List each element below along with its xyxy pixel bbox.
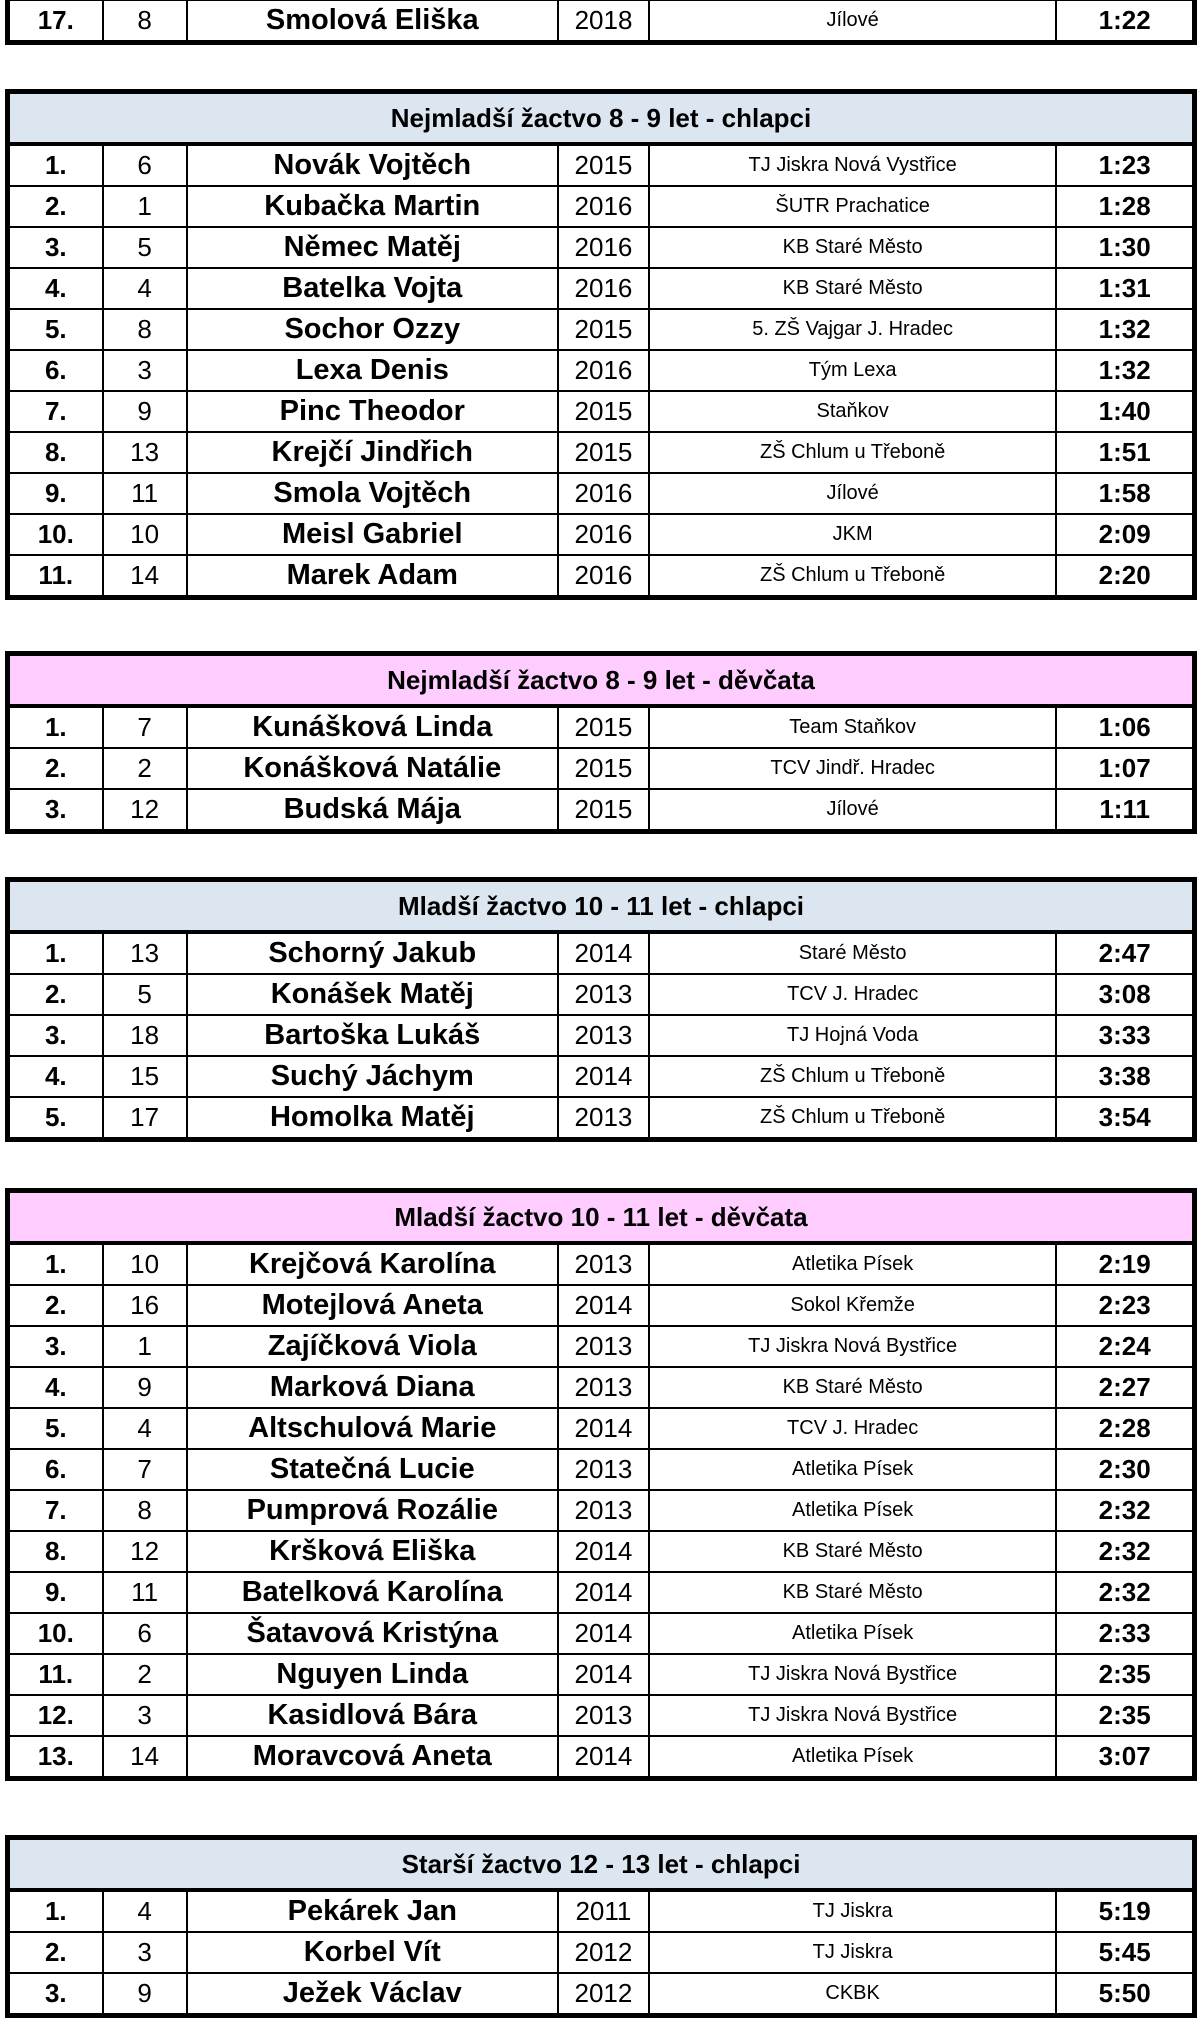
birth-year-cell: 2016 xyxy=(558,186,649,227)
birth-year-cell: 2016 xyxy=(558,350,649,391)
rank-cell: 1. xyxy=(8,144,103,186)
birth-year-cell: 2015 xyxy=(558,748,649,789)
birth-year-cell: 2014 xyxy=(558,1531,649,1572)
rank-cell: 7. xyxy=(8,391,103,432)
table-row xyxy=(8,144,1195,186)
club-cell: Jílové xyxy=(649,473,1056,514)
finish-time-cell: 1:31 xyxy=(1056,268,1194,309)
rank-cell: 13. xyxy=(8,1736,103,1779)
club-cell: KB Staré Město xyxy=(649,1572,1056,1613)
bib-number-cell: 1 xyxy=(103,186,187,227)
club-cell: ŠUTR Prachatice xyxy=(649,186,1056,227)
birth-year-cell: 2011 xyxy=(558,1890,649,1932)
bib-number-cell: 2 xyxy=(103,1654,187,1695)
finish-time-cell: 2:32 xyxy=(1056,1531,1194,1572)
club-cell: Atletika Písek xyxy=(649,1736,1056,1779)
bib-number-cell: 8 xyxy=(103,309,187,350)
club-cell: KB Staré Město xyxy=(649,227,1056,268)
bib-number-cell: 9 xyxy=(103,391,187,432)
finish-time-cell: 2:32 xyxy=(1056,1572,1194,1613)
club-cell: Atletika Písek xyxy=(649,1613,1056,1654)
bib-number-cell: 5 xyxy=(103,227,187,268)
category-header: Mladší žactvo 10 - 11 let - děvčata xyxy=(8,1191,1195,1244)
bib-number-cell: 7 xyxy=(103,1449,187,1490)
birth-year-cell: 2016 xyxy=(558,514,649,555)
table-row xyxy=(8,1613,1195,1654)
birth-year-cell: 2016 xyxy=(558,268,649,309)
results-table xyxy=(5,0,1197,45)
birth-year-cell: 2015 xyxy=(558,789,649,832)
club-cell: ZŠ Chlum u Třeboně xyxy=(649,1097,1056,1140)
athlete-name-cell: Korbel Vít xyxy=(187,1932,558,1973)
rank-cell: 8. xyxy=(8,432,103,473)
athlete-name-cell: Konášek Matěj xyxy=(187,974,558,1015)
rank-cell: 1. xyxy=(8,1890,103,1932)
club-cell: TJ Jiskra xyxy=(649,1932,1056,1973)
table-row xyxy=(8,1449,1195,1490)
rank-cell: 10. xyxy=(8,514,103,555)
rank-cell: 11. xyxy=(8,555,103,598)
table-row xyxy=(8,1408,1195,1449)
club-cell: Atletika Písek xyxy=(649,1243,1056,1285)
club-cell: JKM xyxy=(649,514,1056,555)
rank-cell: 2. xyxy=(8,748,103,789)
athlete-name-cell: Batelková Karolína xyxy=(187,1572,558,1613)
athlete-name-cell: Krejčí Jindřich xyxy=(187,432,558,473)
birth-year-cell: 2014 xyxy=(558,1654,649,1695)
rank-cell: 3. xyxy=(8,1015,103,1056)
athlete-name-cell: Schorný Jakub xyxy=(187,932,558,974)
birth-year-cell: 2014 xyxy=(558,1736,649,1779)
birth-year-cell: 2015 xyxy=(558,432,649,473)
birth-year-cell: 2016 xyxy=(558,227,649,268)
finish-time-cell: 2:30 xyxy=(1056,1449,1194,1490)
bib-number-cell: 17 xyxy=(103,1097,187,1140)
finish-time-cell: 5:50 xyxy=(1056,1973,1194,2016)
club-cell: ZŠ Chlum u Třeboně xyxy=(649,432,1056,473)
finish-time-cell: 1:32 xyxy=(1056,350,1194,391)
finish-time-cell: 3:38 xyxy=(1056,1056,1194,1097)
birth-year-cell: 2013 xyxy=(558,1243,649,1285)
athlete-name-cell: Moravcová Aneta xyxy=(187,1736,558,1779)
bib-number-cell: 11 xyxy=(103,473,187,514)
finish-time-cell: 1:58 xyxy=(1056,473,1194,514)
category-header: Mladší žactvo 10 - 11 let - chlapci xyxy=(8,880,1195,933)
table-row xyxy=(8,974,1195,1015)
finish-time-cell: 1:32 xyxy=(1056,309,1194,350)
finish-time-cell: 1:07 xyxy=(1056,748,1194,789)
finish-time-cell: 1:28 xyxy=(1056,186,1194,227)
athlete-name-cell: Kršková Eliška xyxy=(187,1531,558,1572)
rank-cell: 3. xyxy=(8,789,103,832)
finish-time-cell: 2:35 xyxy=(1056,1695,1194,1736)
club-cell: TJ Hojná Voda xyxy=(649,1015,1056,1056)
table-row xyxy=(8,1097,1195,1140)
bib-number-cell: 15 xyxy=(103,1056,187,1097)
table-row xyxy=(8,432,1195,473)
bib-number-cell: 11 xyxy=(103,1572,187,1613)
club-cell: ZŠ Chlum u Třeboně xyxy=(649,1056,1056,1097)
finish-time-cell: 2:28 xyxy=(1056,1408,1194,1449)
athlete-name-cell: Smolová Eliška xyxy=(187,0,558,43)
athlete-name-cell: Marek Adam xyxy=(187,555,558,598)
table-row xyxy=(8,268,1195,309)
athlete-name-cell: Altschulová Marie xyxy=(187,1408,558,1449)
table-row xyxy=(8,748,1195,789)
table-row xyxy=(8,1326,1195,1367)
birth-year-cell: 2013 xyxy=(558,1326,649,1367)
finish-time-cell: 1:23 xyxy=(1056,144,1194,186)
table-row xyxy=(8,391,1195,432)
table-row xyxy=(8,1695,1195,1736)
finish-time-cell: 1:11 xyxy=(1056,789,1194,832)
results-table xyxy=(5,89,1197,600)
results-table xyxy=(5,1835,1197,2018)
athlete-name-cell: Kunášková Linda xyxy=(187,706,558,748)
table-row xyxy=(8,1531,1195,1572)
bib-number-cell: 7 xyxy=(103,706,187,748)
club-cell: TJ Jiskra Nová Vystřice xyxy=(649,144,1056,186)
birth-year-cell: 2013 xyxy=(558,1695,649,1736)
table-row xyxy=(8,350,1195,391)
rank-cell: 2. xyxy=(8,974,103,1015)
club-cell: TJ Jiskra Nová Bystřice xyxy=(649,1654,1056,1695)
birth-year-cell: 2013 xyxy=(558,1097,649,1140)
finish-time-cell: 5:45 xyxy=(1056,1932,1194,1973)
athlete-name-cell: Novák Vojtěch xyxy=(187,144,558,186)
table-row xyxy=(8,1285,1195,1326)
club-cell: TCV J. Hradec xyxy=(649,1408,1056,1449)
athlete-name-cell: Meisl Gabriel xyxy=(187,514,558,555)
table-row xyxy=(8,1056,1195,1097)
club-cell: Tým Lexa xyxy=(649,350,1056,391)
club-cell: TJ Jiskra Nová Bystřice xyxy=(649,1326,1056,1367)
rank-cell: 2. xyxy=(8,1932,103,1973)
club-cell: Jílové xyxy=(649,0,1056,43)
bib-number-cell: 6 xyxy=(103,144,187,186)
bib-number-cell: 10 xyxy=(103,514,187,555)
athlete-name-cell: Kubačka Martin xyxy=(187,186,558,227)
athlete-name-cell: Pumprová Rozálie xyxy=(187,1490,558,1531)
athlete-name-cell: Budská Mája xyxy=(187,789,558,832)
rank-cell: 11. xyxy=(8,1654,103,1695)
bib-number-cell: 4 xyxy=(103,1408,187,1449)
table-row xyxy=(8,186,1195,227)
club-cell: TJ Jiskra xyxy=(649,1890,1056,1932)
rank-cell: 10. xyxy=(8,1613,103,1654)
results-table xyxy=(5,1188,1197,1781)
rank-cell: 4. xyxy=(8,1367,103,1408)
club-cell: KB Staré Město xyxy=(649,1367,1056,1408)
athlete-name-cell: Bartoška Lukáš xyxy=(187,1015,558,1056)
birth-year-cell: 2015 xyxy=(558,309,649,350)
category-header: Nejmladší žactvo 8 - 9 let - chlapci xyxy=(8,92,1195,145)
table-row xyxy=(8,1932,1195,1973)
club-cell: KB Staré Město xyxy=(649,268,1056,309)
bib-number-cell: 12 xyxy=(103,789,187,832)
athlete-name-cell: Smola Vojtěch xyxy=(187,473,558,514)
table-row xyxy=(8,1572,1195,1613)
rank-cell: 6. xyxy=(8,1449,103,1490)
club-cell: TJ Jiskra Nová Bystřice xyxy=(649,1695,1056,1736)
birth-year-cell: 2014 xyxy=(558,1613,649,1654)
table-row xyxy=(8,1654,1195,1695)
bib-number-cell: 6 xyxy=(103,1613,187,1654)
athlete-name-cell: Ježek Václav xyxy=(187,1973,558,2016)
club-cell: Staré Město xyxy=(649,932,1056,974)
club-cell: Sokol Křemže xyxy=(649,1285,1056,1326)
birth-year-cell: 2014 xyxy=(558,1572,649,1613)
finish-time-cell: 2:09 xyxy=(1056,514,1194,555)
rank-cell: 1. xyxy=(8,706,103,748)
birth-year-cell: 2013 xyxy=(558,974,649,1015)
table-row xyxy=(8,1015,1195,1056)
club-cell: ZŠ Chlum u Třeboně xyxy=(649,555,1056,598)
finish-time-cell: 3:33 xyxy=(1056,1015,1194,1056)
table-row xyxy=(8,789,1195,832)
bib-number-cell: 10 xyxy=(103,1243,187,1285)
finish-time-cell: 3:08 xyxy=(1056,974,1194,1015)
bib-number-cell: 8 xyxy=(103,0,187,43)
bib-number-cell: 1 xyxy=(103,1326,187,1367)
birth-year-cell: 2016 xyxy=(558,555,649,598)
table-row xyxy=(8,1736,1195,1779)
athlete-name-cell: Pinc Theodor xyxy=(187,391,558,432)
athlete-name-cell: Lexa Denis xyxy=(187,350,558,391)
rank-cell: 3. xyxy=(8,1326,103,1367)
rank-cell: 17. xyxy=(8,0,103,43)
finish-time-cell: 2:23 xyxy=(1056,1285,1194,1326)
athlete-name-cell: Zajíčková Viola xyxy=(187,1326,558,1367)
finish-time-cell: 2:27 xyxy=(1056,1367,1194,1408)
finish-time-cell: 2:35 xyxy=(1056,1654,1194,1695)
table-row xyxy=(8,932,1195,974)
birth-year-cell: 2013 xyxy=(558,1367,649,1408)
category-header: Nejmladší žactvo 8 - 9 let - děvčata xyxy=(8,654,1195,707)
athlete-name-cell: Konášková Natálie xyxy=(187,748,558,789)
rank-cell: 7. xyxy=(8,1490,103,1531)
rank-cell: 6. xyxy=(8,350,103,391)
bib-number-cell: 12 xyxy=(103,1531,187,1572)
finish-time-cell: 2:47 xyxy=(1056,932,1194,974)
birth-year-cell: 2016 xyxy=(558,473,649,514)
birth-year-cell: 2015 xyxy=(558,391,649,432)
finish-time-cell: 2:19 xyxy=(1056,1243,1194,1285)
table-row xyxy=(8,1973,1195,2016)
club-cell: Team Staňkov xyxy=(649,706,1056,748)
finish-time-cell: 1:30 xyxy=(1056,227,1194,268)
birth-year-cell: 2012 xyxy=(558,1932,649,1973)
bib-number-cell: 13 xyxy=(103,432,187,473)
birth-year-cell: 2014 xyxy=(558,1285,649,1326)
bib-number-cell: 5 xyxy=(103,974,187,1015)
bib-number-cell: 4 xyxy=(103,268,187,309)
rank-cell: 3. xyxy=(8,1973,103,2016)
athlete-name-cell: Kasidlová Bára xyxy=(187,1695,558,1736)
birth-year-cell: 2014 xyxy=(558,932,649,974)
athlete-name-cell: Sochor Ozzy xyxy=(187,309,558,350)
rank-cell: 4. xyxy=(8,268,103,309)
category-header: Starší žactvo 12 - 13 let - chlapci xyxy=(8,1838,1195,1891)
rank-cell: 4. xyxy=(8,1056,103,1097)
rank-cell: 12. xyxy=(8,1695,103,1736)
club-cell: TCV Jindř. Hradec xyxy=(649,748,1056,789)
table-row xyxy=(8,473,1195,514)
table-row xyxy=(8,0,1195,43)
bib-number-cell: 9 xyxy=(103,1367,187,1408)
birth-year-cell: 2014 xyxy=(558,1056,649,1097)
table-row xyxy=(8,706,1195,748)
table-row xyxy=(8,1367,1195,1408)
finish-time-cell: 3:07 xyxy=(1056,1736,1194,1779)
birth-year-cell: 2013 xyxy=(558,1015,649,1056)
birth-year-cell: 2015 xyxy=(558,144,649,186)
finish-time-cell: 1:06 xyxy=(1056,706,1194,748)
finish-time-cell: 2:24 xyxy=(1056,1326,1194,1367)
rank-cell: 1. xyxy=(8,932,103,974)
athlete-name-cell: Homolka Matěj xyxy=(187,1097,558,1140)
bib-number-cell: 8 xyxy=(103,1490,187,1531)
rank-cell: 5. xyxy=(8,1408,103,1449)
club-cell: TCV J. Hradec xyxy=(649,974,1056,1015)
club-cell: Staňkov xyxy=(649,391,1056,432)
bib-number-cell: 3 xyxy=(103,1932,187,1973)
bib-number-cell: 14 xyxy=(103,1736,187,1779)
club-cell: KB Staré Město xyxy=(649,1531,1056,1572)
athlete-name-cell: Němec Matěj xyxy=(187,227,558,268)
athlete-name-cell: Batelka Vojta xyxy=(187,268,558,309)
results-table xyxy=(5,651,1197,834)
rank-cell: 3. xyxy=(8,227,103,268)
bib-number-cell: 3 xyxy=(103,350,187,391)
athlete-name-cell: Marková Diana xyxy=(187,1367,558,1408)
finish-time-cell: 2:33 xyxy=(1056,1613,1194,1654)
athlete-name-cell: Motejlová Aneta xyxy=(187,1285,558,1326)
athlete-name-cell: Nguyen Linda xyxy=(187,1654,558,1695)
bib-number-cell: 3 xyxy=(103,1695,187,1736)
results-table xyxy=(5,877,1197,1142)
rank-cell: 5. xyxy=(8,1097,103,1140)
birth-year-cell: 2012 xyxy=(558,1973,649,2016)
rank-cell: 8. xyxy=(8,1531,103,1572)
table-row xyxy=(8,555,1195,598)
birth-year-cell: 2013 xyxy=(558,1490,649,1531)
bib-number-cell: 4 xyxy=(103,1890,187,1932)
rank-cell: 2. xyxy=(8,186,103,227)
table-row xyxy=(8,1490,1195,1531)
athlete-name-cell: Pekárek Jan xyxy=(187,1890,558,1932)
table-row xyxy=(8,227,1195,268)
birth-year-cell: 2013 xyxy=(558,1449,649,1490)
rank-cell: 1. xyxy=(8,1243,103,1285)
rank-cell: 5. xyxy=(8,309,103,350)
table-row xyxy=(8,514,1195,555)
athlete-name-cell: Suchý Jáchym xyxy=(187,1056,558,1097)
birth-year-cell: 2015 xyxy=(558,706,649,748)
finish-time-cell: 1:22 xyxy=(1056,0,1194,43)
finish-time-cell: 1:40 xyxy=(1056,391,1194,432)
table-row xyxy=(8,309,1195,350)
club-cell: 5. ZŠ Vajgar J. Hradec xyxy=(649,309,1056,350)
club-cell: Jílové xyxy=(649,789,1056,832)
finish-time-cell: 2:32 xyxy=(1056,1490,1194,1531)
bib-number-cell: 9 xyxy=(103,1973,187,2016)
table-row xyxy=(8,1243,1195,1285)
bib-number-cell: 14 xyxy=(103,555,187,598)
club-cell: Atletika Písek xyxy=(649,1449,1056,1490)
athlete-name-cell: Statečná Lucie xyxy=(187,1449,558,1490)
athlete-name-cell: Krejčová Karolína xyxy=(187,1243,558,1285)
club-cell: Atletika Písek xyxy=(649,1490,1056,1531)
finish-time-cell: 3:54 xyxy=(1056,1097,1194,1140)
athlete-name-cell: Šatavová Kristýna xyxy=(187,1613,558,1654)
bib-number-cell: 16 xyxy=(103,1285,187,1326)
bib-number-cell: 18 xyxy=(103,1015,187,1056)
finish-time-cell: 2:20 xyxy=(1056,555,1194,598)
rank-cell: 9. xyxy=(8,473,103,514)
finish-time-cell: 1:51 xyxy=(1056,432,1194,473)
finish-time-cell: 5:19 xyxy=(1056,1890,1194,1932)
table-row xyxy=(8,1890,1195,1932)
rank-cell: 2. xyxy=(8,1285,103,1326)
birth-year-cell: 2014 xyxy=(558,1408,649,1449)
birth-year-cell: 2018 xyxy=(558,0,649,43)
bib-number-cell: 2 xyxy=(103,748,187,789)
rank-cell: 9. xyxy=(8,1572,103,1613)
club-cell: CKBK xyxy=(649,1973,1056,2016)
bib-number-cell: 13 xyxy=(103,932,187,974)
